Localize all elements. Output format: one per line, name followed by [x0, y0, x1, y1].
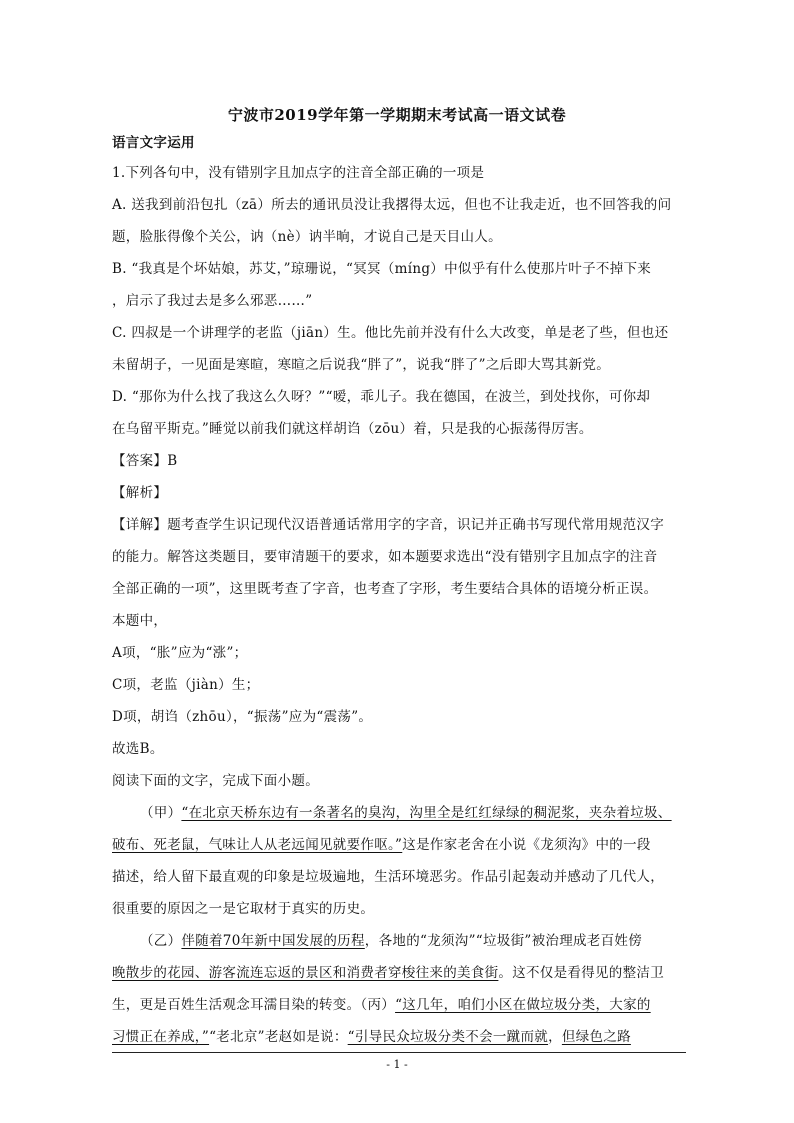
passage-b-line3 — [112, 996, 702, 1014]
passage-text: 。这不仅是看得见的整洁卫 — [498, 965, 665, 981]
item-d-explanation: D项，胡诌（zhōu），“振荡”应为“震荡”。 — [112, 709, 373, 725]
detail-tag: 【详解】 — [112, 517, 168, 533]
underlined-quote: 习惯正在养成，” — [112, 1029, 210, 1045]
underlined-phrase: 晚散步的花园、游客流连忘返的景区和消费者穿梭往来的美食街 — [112, 965, 499, 981]
option-d-line2: 在乌留平斯克。”睡觉以前我们就这样胡诌（zōu）着，只是我的心振荡得厉害。 — [112, 421, 593, 437]
passage-text: 生，更是百姓生活观念耳濡目染的转变。（丙） — [112, 997, 396, 1013]
detail-line4: 本题中， — [112, 613, 168, 629]
passage-text: ，各地的“龙须沟”“垃圾街”被治理成老百姓傍 — [364, 933, 643, 949]
page-title: 宁波市2019学年第一学期期末考试高一语文试卷 — [227, 106, 567, 124]
page-number: - 1 - — [386, 1058, 408, 1071]
option-a-line1: A. 送我到前沿包扎（zā）所去的通讯员没让我撂得太远，但也不让我走近，也不回答我的问 — [112, 197, 672, 213]
passage-a-line2 — [112, 836, 702, 854]
underlined-quote: 但绿色之路 — [561, 1029, 631, 1045]
item-c-explanation: C项，老监（jiàn）生； — [112, 677, 260, 693]
passage-b-line4 — [112, 1028, 702, 1046]
final-choice: 故选B。 — [112, 741, 164, 757]
underlined-quote: “引导民众垃圾分类不会一蹴而就 — [347, 1029, 549, 1045]
underlined-quote-cont: 破布、死老鼠，气味让人从老远闻见就要作呕。” — [112, 837, 403, 853]
answer-line: 【答案】B — [112, 453, 178, 469]
underlined-quote: “在北京天桥东边有一条著名的臭沟，沟里全是红红绿绿的稠泥浆，夹杂着垃圾、 — [181, 805, 672, 821]
reading-intro: 阅读下面的文字，完成下面小题。 — [112, 773, 319, 789]
detail-line3: 全部正确的一项”，这里既考查了字音，也考查了字形，考生要结合具体的语境分析正误。 — [112, 581, 658, 597]
question-stem: 1.下列各句中，没有错别字且加点字的注音全部正确的一项是 — [112, 165, 485, 181]
passage-text: 这是作家老舍在小说《龙须沟》中的一段 — [402, 837, 651, 853]
passage-a-line4: 很重要的原因之一是它取材于真实的历史。 — [112, 901, 375, 917]
passage-b-marker: （乙） — [140, 933, 182, 949]
passage-b-line1 — [140, 932, 700, 950]
option-b-line2: ，启示了我过去是多么邪恶……” — [112, 293, 313, 309]
footer-rule — [112, 1052, 686, 1053]
analysis-heading: 【解析】 — [112, 485, 168, 501]
detail-text: 题考查学生识记现代汉语普通话常用字的字音，识记并正确书写现代常用规范汉字 — [167, 517, 665, 533]
passage-a-line1 — [140, 804, 700, 822]
section-heading: 语言文字运用 — [112, 135, 195, 151]
underlined-quote: “这几年，咱们小区在做垃圾分类，大家的 — [395, 997, 651, 1013]
option-d-line1: D. “那你为什么找了我这么久呀？”“嗳，乖儿子。我在德国，在波兰，到处找你，可你却 — [112, 389, 651, 405]
underlined-phrase: 伴随着70年新中国发展的历程 — [181, 933, 365, 949]
detail-line2: 的能力。解答这类题目，要审清题干的要求，如本题要求选出“没有错别字且加点字的注音 — [112, 549, 658, 565]
option-c-line2: 未留胡子，一见面是寒暄，寒暄之后说我“胖了”，说我“胖了”之后即大骂其新党。 — [112, 357, 611, 373]
passage-a-marker: （甲） — [140, 805, 182, 821]
detail-line1 — [112, 516, 702, 534]
passage-b-line2 — [112, 964, 702, 982]
passage-a-line3: 描述，给人留下最直观的印象是垃圾遍地，生活环境恶劣。作品引起轰动并感动了几代人， — [112, 869, 664, 885]
option-b-line1: B. “我真是个坏姑娘，苏艾，”琼珊说，“冥冥（míng）中似乎有什么使那片叶子不掉下来 — [112, 261, 652, 277]
option-c-line1: C. 四叔是一个讲理学的老监（jiān）生。他比先前并没有什么大改变，单是老了些，但也还 — [112, 325, 669, 341]
passage-text: “老北京”老赵如是说： — [209, 1029, 348, 1045]
passage-text: ， — [548, 1029, 562, 1045]
option-a-line2: 题，脸胀得像个关公，讷（nè）讷半晌，才说自己是天目山人。 — [112, 229, 502, 245]
item-a-explanation: A项，“胀”应为“涨”； — [112, 645, 248, 661]
